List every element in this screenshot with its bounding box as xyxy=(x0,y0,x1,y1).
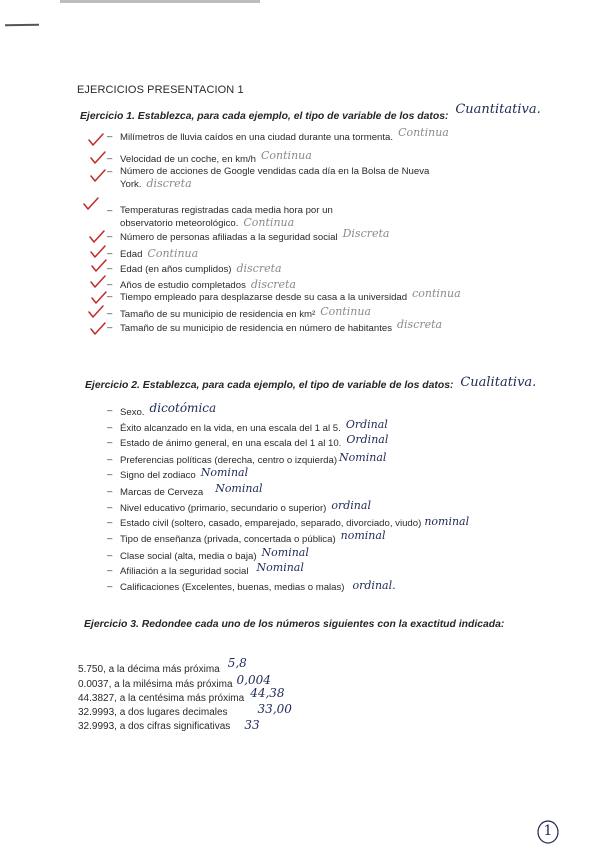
list-item: – Clase social (alta, media o baja) Nominal xyxy=(107,546,309,562)
list-item: – Años de estudio completados discreta xyxy=(107,278,296,291)
list-item: – Tamaño de su municipio de residencia en número de habitantes discreta xyxy=(107,318,443,334)
list-item: – Marcas de Cerveza Nominal xyxy=(107,482,263,498)
exercise-3-heading: Ejercicio 3. Redondee cada uno de los números siguientes con la exactitud indicada: xyxy=(84,619,505,630)
list-item: – Número de acciones de Google vendidas cada día en la Bolsa de Nueva York. discreta xyxy=(107,166,430,190)
page-number: 1 xyxy=(537,820,559,844)
list-item: – Preferencias políticas (derecha, centro o izquierda) Nominal xyxy=(107,451,387,466)
document-title: EJERCICIOS PRESENTACION 1 xyxy=(77,84,244,96)
check-mark-icon xyxy=(90,245,106,259)
list-item: – Afiliación a la seguridad social Nominal xyxy=(107,561,304,577)
list-item: – Edad (en años cumplidos) discreta xyxy=(107,262,282,275)
check-mark-icon xyxy=(90,151,106,165)
list-item: – Signo del zodiaco Nominal xyxy=(107,466,249,481)
list-item: – Milímetros de lluvia caídos en una ciudad durante una tormenta. Continua xyxy=(107,126,449,143)
list-item: 5.750, a la décima más próxima 5,8 xyxy=(78,656,247,675)
exercise-1-heading-answer: Cuantitativa. xyxy=(455,102,541,117)
list-item: – Estado de ánimo general, en una escala del 1 al 10. Ordinal xyxy=(107,433,389,449)
list-item: – Tiempo empleado para desplazarse desde su casa a la universidad continua xyxy=(107,287,461,303)
check-mark-icon xyxy=(88,305,104,319)
list-item: – Estado civil (soltero, casado, emparejado, separado, divorciado, viudo) nominal xyxy=(107,515,470,529)
check-mark-icon xyxy=(83,197,99,211)
exercise-2-heading: Ejercicio 2. Establezca, para cada ejemplo, el tipo de variable de los datos: Cualitativa. xyxy=(85,375,537,391)
list-item: – Temperaturas registradas cada media hora por un observatorio meteorológico. Continua xyxy=(107,205,333,229)
check-mark-icon xyxy=(91,291,107,305)
list-item: 32.9993, a dos cifras significativas 33 xyxy=(78,718,260,732)
list-item: – Edad Continua xyxy=(107,247,199,260)
list-item: – Número de personas afiliadas a la seguridad social Discreta xyxy=(107,227,390,243)
list-item: 32.9993, a dos lugares decimales 33,00 xyxy=(78,702,292,718)
list-item: – Velocidad de un coche, en km/h Continua xyxy=(107,149,312,165)
check-mark-icon xyxy=(88,133,104,147)
list-item: – Éxito alcanzado en la vida, en una escala del 1 al 5. Ordinal xyxy=(107,418,388,434)
list-item: 44.3827, a la centésima más próxima 44,38 xyxy=(78,686,285,704)
exercise-2-heading-answer: Cualitativa. xyxy=(460,375,537,390)
check-mark-icon xyxy=(90,275,106,289)
scan-edge xyxy=(60,0,260,3)
list-item: – Nivel educativo (primario, secundario o superior) ordinal xyxy=(107,499,371,514)
list-item: – Sexo. dicotómica xyxy=(107,401,217,418)
check-mark-icon xyxy=(90,322,106,336)
list-item: – Calificaciones (Excelentes, buenas, medias o malas) ordinal. xyxy=(107,579,396,593)
scan-mark xyxy=(5,24,39,27)
check-mark-icon xyxy=(89,230,105,244)
list-item: – Tamaño de su municipio de residencia en km² Continua xyxy=(107,305,371,320)
check-mark-icon xyxy=(90,169,106,183)
list-item: – Tipo de enseñanza (privada, concertada o pública) nominal xyxy=(107,529,386,545)
list-item: 0.0037, a la milésima más próxima 0,004 xyxy=(78,673,271,690)
exercise-1-heading: Ejercicio 1. Establezca, para cada ejemplo, el tipo de variable de los datos: Cuantitativa. xyxy=(80,102,541,122)
check-mark-icon xyxy=(91,259,107,273)
